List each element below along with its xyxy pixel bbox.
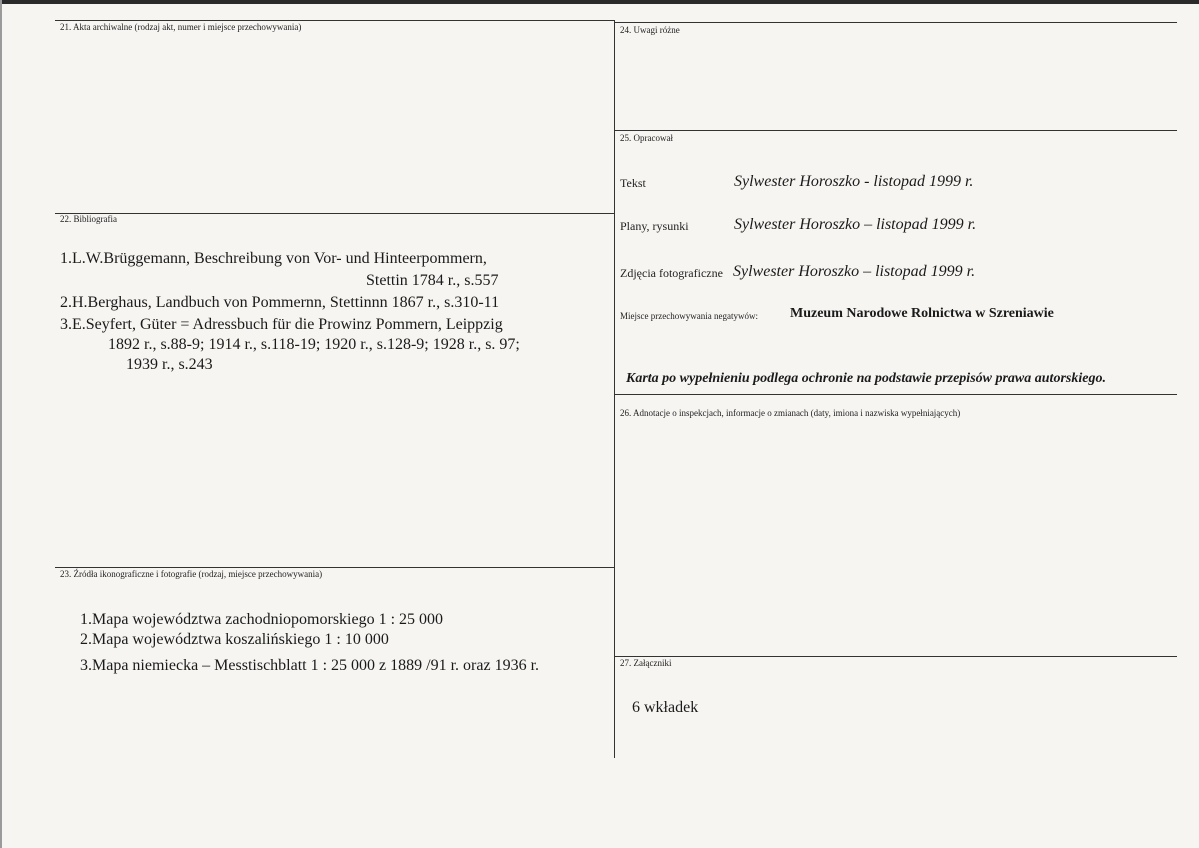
author-row-value: Sylwester Horoszko – listopad 1999 r. — [734, 216, 977, 233]
author-row-key: Zdjęcia fotograficzne — [620, 266, 723, 280]
section-25-label: 25. Opracował — [620, 133, 673, 143]
section-23-label: 23. Źródła ikonograficzne i fotografie (rodzaj, miejsce przechowywania) — [60, 569, 323, 579]
iconography-line: 2.Mapa województwa koszalińskiego 1 : 10 000 — [80, 631, 389, 648]
negatives-key: Miejsce przechowywania negatywów: — [620, 311, 758, 321]
section-26-label: 26. Adnotacje o inspekcjach, informacje o zmianach (daty, imiona i nazwiska wypełniających) — [620, 408, 961, 418]
author-row-key: Tekst — [620, 176, 646, 190]
section-22-label: 22. Bibliografia — [60, 214, 117, 224]
bibliography-line: 2.H.Berghaus, Landbuch von Pommernn, Stettinnn 1867 r., s.310-11 — [60, 294, 500, 311]
divider-23 — [55, 567, 614, 568]
divider-top-right — [614, 22, 1177, 23]
divider-25 — [614, 130, 1177, 131]
attachments-value: 6 wkładek — [632, 699, 699, 716]
iconography-line: 1.Mapa województwa zachodniopomorskiego 1 : 25 000 — [80, 611, 444, 628]
bibliography-line: Stettin 1784 r., s.557 — [366, 272, 499, 289]
divider-top-left — [55, 20, 614, 21]
divider-27 — [614, 656, 1177, 657]
author-row-key: Plany, rysunki — [620, 219, 689, 233]
bibliography-line: 3.E.Seyfert, Güter = Adressbuch für die Prowinz Pommern, Leippzig — [60, 316, 503, 333]
section-21-label: 21. Akta archiwalne (rodzaj akt, numer i miejsce przechowywania) — [60, 22, 302, 32]
divider-26 — [614, 394, 1177, 395]
scan-left-edge — [0, 0, 2, 848]
section-27-label: 27. Załączniki — [620, 658, 672, 668]
divider-22 — [55, 213, 614, 214]
iconography-line: 3.Mapa niemiecka – Messtischblatt 1 : 25 000 z 1889 /91 r. oraz 1936 r. — [80, 657, 540, 674]
scan-top-edge — [0, 0, 1199, 4]
author-row-value: Sylwester Horoszko – listopad 1999 r. — [733, 263, 976, 280]
author-row-value: Sylwester Horoszko - listopad 1999 r. — [734, 173, 974, 190]
negatives-value: Muzeum Narodowe Rolnictwa w Szreniawie — [790, 306, 1054, 321]
section-24-label: 24. Uwagi różne — [620, 25, 680, 35]
bibliography-line: 1892 r., s.88-9; 1914 r., s.118-19; 1920 r., s.128-9; 1928 r., s. 97; — [108, 336, 520, 353]
copyright-note: Karta po wypełnieniu podlega ochronie na podstawie przepisów prawa autorskiego. — [626, 371, 1106, 386]
bibliography-line: 1.L.W.Brüggemann, Beschreibung von Vor- und Hinteerpommern, — [60, 250, 487, 267]
bibliography-line: 1939 r., s.243 — [126, 356, 213, 373]
